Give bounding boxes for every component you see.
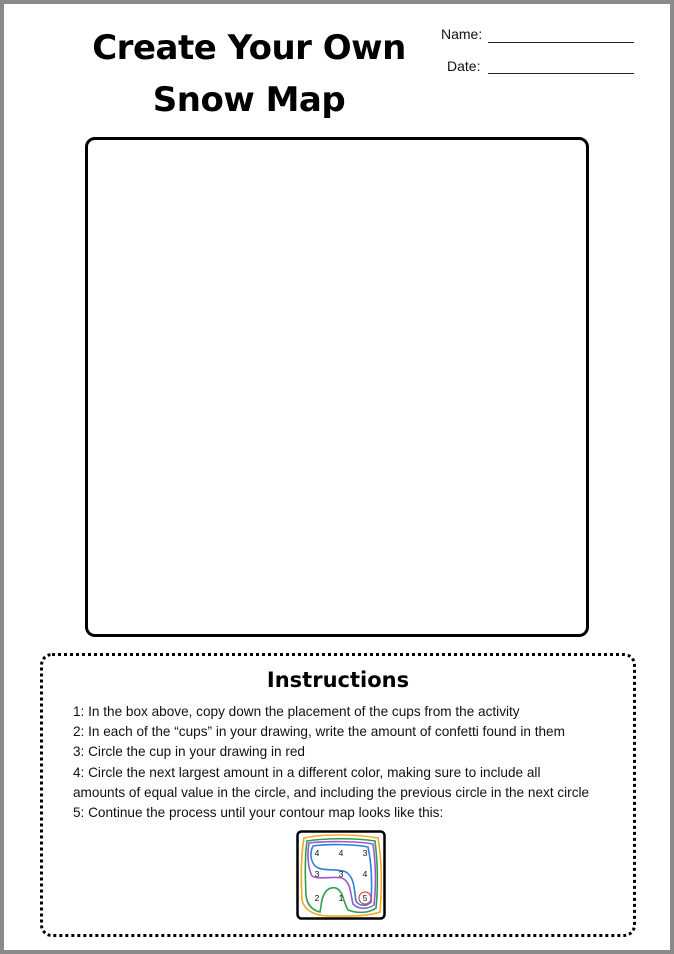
instruction-step: 2: In each of the “cups” in your drawing, write the amount of confetti found in them <box>73 724 565 740</box>
instruction-step: 5: Continue the process until your contour map looks like this: <box>73 805 444 821</box>
date-label: Date: <box>447 58 481 74</box>
example-number: 4 <box>362 869 368 879</box>
example-number: 4 <box>338 848 344 858</box>
drawing-box[interactable] <box>85 137 589 637</box>
instruction-step: 3: Circle the cup in your drawing in red <box>73 744 305 760</box>
example-number: 3 <box>314 869 320 879</box>
example-number: 3 <box>338 869 344 879</box>
title-line-2: Snow Map <box>152 80 346 120</box>
example-contour-map <box>296 830 386 920</box>
title-line-1: Create Your Own <box>92 28 406 68</box>
name-field[interactable] <box>488 42 634 43</box>
example-number: 1 <box>338 893 344 903</box>
name-label: Name: <box>441 26 483 42</box>
instructions-box <box>40 653 636 937</box>
instruction-step: 4: Circle the next largest amount in a different color, making sure to include all <box>73 764 541 780</box>
worksheet-page <box>4 4 670 950</box>
example-number: 2 <box>314 893 320 903</box>
instructions-list <box>73 702 621 823</box>
example-number: 4 <box>314 848 320 858</box>
instruction-step: amounts of equal value in the circle, and including the previous circle in the next circle <box>73 784 590 800</box>
page-title <box>84 22 414 126</box>
instruction-step: 1: In the box above, copy down the placement of the cups from the activity <box>73 704 520 719</box>
date-field[interactable] <box>488 73 634 74</box>
instructions-title: Instructions <box>266 668 410 692</box>
example-number: 5 <box>362 893 368 903</box>
example-number: 3 <box>362 848 368 858</box>
